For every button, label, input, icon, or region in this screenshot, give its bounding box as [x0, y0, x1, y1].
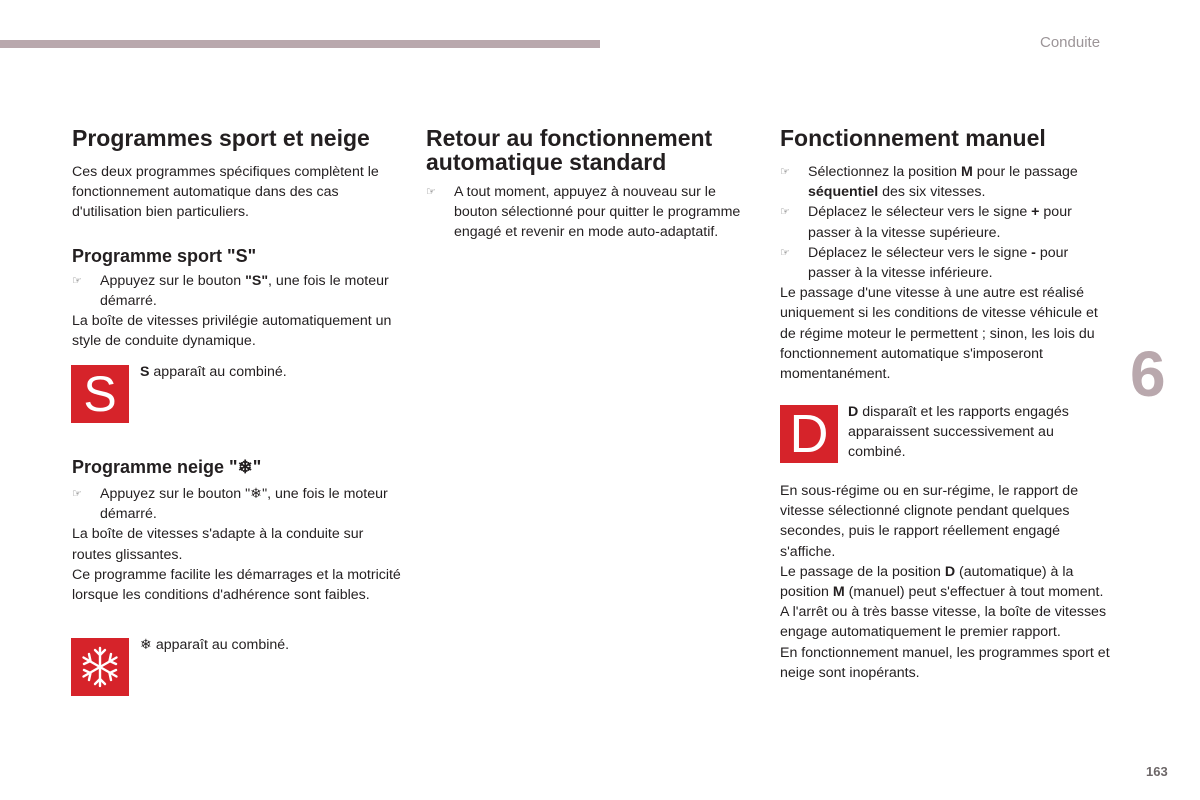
snowflake-icon: ❄ [237, 457, 253, 477]
column-manual [780, 126, 1110, 384]
header-bar [0, 40, 600, 48]
pointer-icon: ☞ [780, 166, 790, 178]
section-title: Conduite [1040, 34, 1101, 51]
chapter-number: 6 [1130, 338, 1166, 410]
bullet-sport: ☞ Appuyez sur le bouton "S", une fois le moteur démarré. [72, 272, 389, 309]
sport-s-icon: S [71, 365, 129, 423]
heading-auto-standard: Retour au fonctionnement automatique standard [426, 125, 713, 175]
pointer-icon: ☞ [72, 274, 82, 287]
manual-paragraph-1: Le passage d'une vitesse à une autre est réalisé uniquement si les conditions de vitesse véhicule et de régime moteur le permettent ; sinon, les lois du fonctionnement automatique s'imposeront momentanément. [780, 285, 1098, 383]
sport-icon-caption: S apparaît au combiné. [140, 364, 287, 380]
column-sport-snow [72, 126, 402, 351]
heading-sport: Programme sport "S" [72, 245, 257, 266]
heading-manual: Fonctionnement manuel [780, 125, 1046, 151]
snow-icon-caption: ❄ apparaît au combiné. [140, 637, 290, 653]
pointer-icon: ☞ [780, 206, 790, 219]
bullet-snow: ☞ Appuyez sur le bouton "❄", une fois le moteur démarré. [72, 486, 388, 523]
column-auto-standard [426, 126, 746, 243]
drive-d-icon: D [780, 405, 838, 463]
page-number: 163 [1146, 764, 1168, 779]
pointer-icon: ☞ [780, 246, 790, 259]
intro-paragraph: Ces deux programmes spécifiques complètent le fonctionnement automatique dans des cas d'utilisation bien particuliers. [72, 164, 379, 221]
snow-paragraph-2: Ce programme facilite les démarrages et la motricité lorsque les conditions d'adhérence sont faibles. [72, 566, 401, 604]
manual-paragraph-3: Le passage de la position D (automatique) à la position M (manuel) peut s'effectuer à tout moment. [780, 563, 1104, 601]
column-snow [72, 456, 402, 605]
heading-programs: Programmes sport et neige [72, 125, 370, 151]
bullet-select-m: ☞ Sélectionnez la position M pour le passage séquentiel des six vitesses. [780, 164, 1078, 201]
sport-paragraph: La boîte de vitesses privilégie automatiquement un style de conduite dynamique. [72, 313, 392, 350]
manual-paragraph-4: A l'arrêt ou à très basse vitesse, la boîte de vitesses engage automatiquement le premier rapport. [780, 604, 1107, 641]
pointer-icon: ☞ [72, 488, 82, 500]
bullet-shift-up: ☞ Déplacez le sélecteur vers le signe + pour passer à la vitesse supérieure. [780, 204, 1072, 241]
manual-paragraph-5: En fonctionnement manuel, les programmes sport et neige sont inopérants. [780, 644, 1110, 681]
pointer-icon: ☞ [426, 186, 436, 198]
snowflake-icon: ❄ [140, 637, 152, 653]
heading-snow: Programme neige "❄" [72, 457, 262, 477]
drive-icon-caption: D disparaît et les rapports engagés apparaissent successivement au combiné. [848, 404, 1069, 461]
bullet-return-auto: ☞ A tout moment, appuyez à nouveau sur le bouton sélectionné pour quitter le programme engagé et revenir en mode auto-adaptatif. [426, 184, 741, 241]
bullet-shift-down: ☞ Déplacez le sélecteur vers le signe - pour passer à la vitesse inférieure. [780, 244, 1069, 282]
snowflake-icon [71, 638, 129, 696]
column-manual-cont [780, 481, 1110, 683]
snow-paragraph-1: La boîte de vitesses s'adapte à la conduite sur routes glissantes. [72, 526, 364, 563]
snow-icon-box [71, 638, 129, 696]
manual-paragraph-2: En sous-régime ou en sur-régime, le rapport de vitesse sélectionné clignote pendant quelques secondes, puis le rapport réellement engagé s'affiche. [780, 483, 1079, 560]
snowflake-icon: ❄ [250, 486, 263, 502]
